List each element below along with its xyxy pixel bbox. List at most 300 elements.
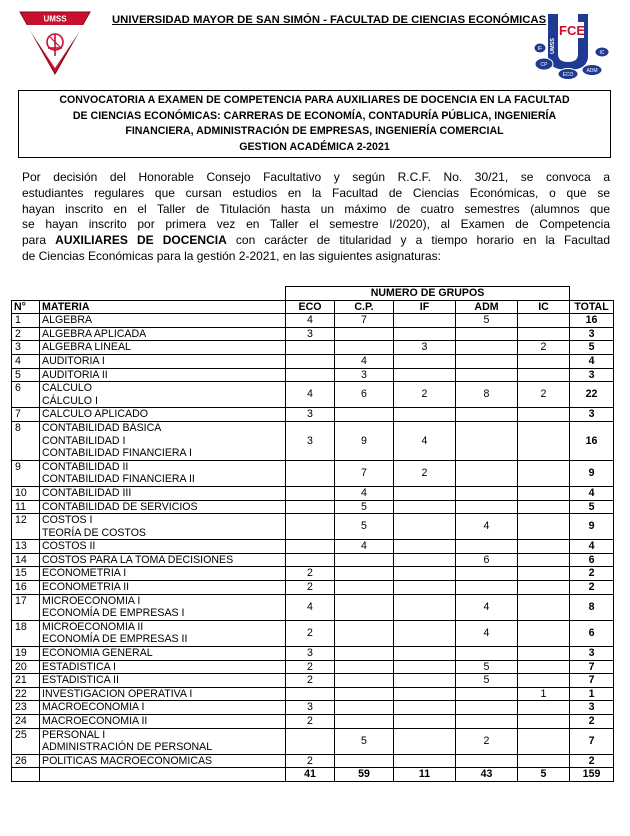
ic-groups bbox=[518, 368, 570, 382]
row-number: 6 bbox=[12, 382, 40, 408]
adm-groups: 5 bbox=[456, 674, 518, 688]
ic-groups bbox=[518, 314, 570, 328]
svg-text:IF: IF bbox=[537, 46, 543, 52]
subject-name bbox=[40, 382, 286, 408]
row-number: 14 bbox=[12, 553, 40, 567]
ic-groups bbox=[518, 354, 570, 368]
eco-groups: 4 bbox=[286, 594, 335, 620]
ic-groups bbox=[518, 421, 570, 460]
intro-paragraph bbox=[22, 170, 610, 265]
subject-line: CALCULO APLICADO bbox=[42, 408, 148, 421]
convocatoria-line: DE CIENCIAS ECONÓMICAS: CARRERAS DE ECONOMÍA, CONTADURÍA PÚBLICA, INGENIERÍA bbox=[72, 109, 557, 122]
col-header-no: N° bbox=[12, 300, 40, 314]
cp-groups bbox=[335, 327, 394, 341]
adm-groups bbox=[456, 701, 518, 715]
table-row bbox=[12, 500, 614, 514]
row-number: 9 bbox=[12, 460, 40, 486]
eco-groups: 2 bbox=[286, 567, 335, 581]
adm-groups: 4 bbox=[456, 514, 518, 540]
ic-groups bbox=[518, 327, 570, 341]
eco-groups: 3 bbox=[286, 647, 335, 661]
row-number: 21 bbox=[12, 674, 40, 688]
convocatoria-box bbox=[18, 90, 611, 158]
table-row bbox=[12, 660, 614, 674]
blank-cell bbox=[570, 287, 614, 301]
total-groups: 7 bbox=[570, 674, 614, 688]
eco-groups: 3 bbox=[286, 408, 335, 422]
table-row bbox=[12, 382, 614, 408]
adm-groups bbox=[456, 567, 518, 581]
row-number: 19 bbox=[12, 647, 40, 661]
col-header-ic: IC bbox=[518, 300, 570, 314]
subject-line: MACROECONOMIA I bbox=[42, 701, 145, 714]
ic-groups bbox=[518, 581, 570, 595]
col-header-eco: ECO bbox=[286, 300, 335, 314]
row-number: 15 bbox=[12, 567, 40, 581]
if-total: 11 bbox=[394, 768, 456, 782]
cp-groups bbox=[335, 687, 394, 701]
cp-groups bbox=[335, 647, 394, 661]
subject-name bbox=[40, 327, 286, 341]
table-row bbox=[12, 553, 614, 567]
cp-groups bbox=[335, 408, 394, 422]
cp-groups bbox=[335, 660, 394, 674]
adm-groups bbox=[456, 647, 518, 661]
table-row bbox=[12, 754, 614, 768]
subject-name bbox=[40, 674, 286, 688]
eco-groups: 2 bbox=[286, 674, 335, 688]
ic-groups bbox=[518, 715, 570, 729]
subject-line: ECONOMETRIA II bbox=[42, 581, 130, 594]
total-groups: 7 bbox=[570, 728, 614, 754]
cp-groups bbox=[335, 553, 394, 567]
row-number: 26 bbox=[12, 754, 40, 768]
ic-groups bbox=[518, 594, 570, 620]
ic-groups bbox=[518, 754, 570, 768]
intro-line bbox=[22, 233, 610, 249]
cp-groups bbox=[335, 701, 394, 715]
row-number: 5 bbox=[12, 368, 40, 382]
cp-groups: 5 bbox=[335, 500, 394, 514]
eco-groups bbox=[286, 354, 335, 368]
subject-name bbox=[40, 540, 286, 554]
total-groups: 3 bbox=[570, 647, 614, 661]
subject-line: AUDITORIA II bbox=[42, 368, 108, 381]
adm-groups: 4 bbox=[456, 594, 518, 620]
subject-name bbox=[40, 581, 286, 595]
table-row bbox=[12, 354, 614, 368]
subject-name bbox=[40, 314, 286, 328]
table-row bbox=[12, 687, 614, 701]
eco-groups bbox=[286, 553, 335, 567]
cp-groups bbox=[335, 567, 394, 581]
table-row bbox=[12, 460, 614, 486]
total-groups: 3 bbox=[570, 408, 614, 422]
total-groups: 6 bbox=[570, 553, 614, 567]
eco-groups bbox=[286, 687, 335, 701]
ic-groups: 2 bbox=[518, 341, 570, 355]
if-groups bbox=[394, 408, 456, 422]
eco-groups bbox=[286, 368, 335, 382]
ic-total: 5 bbox=[518, 768, 570, 782]
intro-emphasis: AUXILIARES DE DOCENCIA bbox=[55, 233, 227, 248]
row-number: 3 bbox=[12, 341, 40, 355]
eco-groups: 2 bbox=[286, 754, 335, 768]
table-row bbox=[12, 581, 614, 595]
eco-groups bbox=[286, 341, 335, 355]
total-groups: 16 bbox=[570, 314, 614, 328]
total-groups: 2 bbox=[570, 581, 614, 595]
cp-groups: 9 bbox=[335, 421, 394, 460]
table-row bbox=[12, 594, 614, 620]
blank-cell bbox=[40, 768, 286, 782]
subject-line: CONTABILIDAD BÁSICA bbox=[42, 421, 162, 434]
cp-groups: 4 bbox=[335, 540, 394, 554]
adm-groups bbox=[456, 354, 518, 368]
intro-line: Por decisión del Honorable Consejo Facultativo y según R.C.F. No. 30/21, se convoca a bbox=[22, 170, 610, 184]
ic-groups bbox=[518, 553, 570, 567]
ic-groups bbox=[518, 514, 570, 540]
subject-line: POLITICAS MACROECONOMICAS bbox=[42, 754, 213, 767]
cp-groups bbox=[335, 620, 394, 646]
total-groups: 6 bbox=[570, 620, 614, 646]
row-number: 11 bbox=[12, 500, 40, 514]
subject-line: CONTABILIDAD I bbox=[42, 434, 126, 447]
table-row bbox=[12, 421, 614, 460]
ic-groups bbox=[518, 674, 570, 688]
total-groups: 4 bbox=[570, 486, 614, 500]
eco-groups bbox=[286, 500, 335, 514]
eco-groups bbox=[286, 460, 335, 486]
ic-groups bbox=[518, 460, 570, 486]
subject-line: CONTABILIDAD DE SERVICIOS bbox=[42, 500, 198, 513]
adm-groups: 8 bbox=[456, 382, 518, 408]
row-number: 10 bbox=[12, 486, 40, 500]
adm-groups: 6 bbox=[456, 553, 518, 567]
subject-line: ADMINISTRACIÓN DE PERSONAL bbox=[42, 741, 213, 754]
eco-groups: 3 bbox=[286, 327, 335, 341]
subject-name bbox=[40, 408, 286, 422]
col-header-if: IF bbox=[394, 300, 456, 314]
if-groups bbox=[394, 368, 456, 382]
if-groups bbox=[394, 327, 456, 341]
total-groups: 4 bbox=[570, 540, 614, 554]
svg-text:UMSS: UMSS bbox=[550, 38, 556, 54]
column-header-row bbox=[12, 300, 614, 314]
adm-groups bbox=[456, 581, 518, 595]
cp-groups: 7 bbox=[335, 460, 394, 486]
row-number: 2 bbox=[12, 327, 40, 341]
subject-line: PERSONAL I bbox=[42, 728, 106, 741]
subject-line: MICROECONOMIA I bbox=[42, 594, 141, 607]
table-row bbox=[12, 341, 614, 355]
cp-groups: 6 bbox=[335, 382, 394, 408]
ic-groups bbox=[518, 620, 570, 646]
if-groups bbox=[394, 354, 456, 368]
ic-groups bbox=[518, 486, 570, 500]
total-groups: 8 bbox=[570, 594, 614, 620]
table-row bbox=[12, 620, 614, 646]
cp-groups: 7 bbox=[335, 314, 394, 328]
cp-groups: 3 bbox=[335, 368, 394, 382]
ic-groups bbox=[518, 728, 570, 754]
eco-groups: 2 bbox=[286, 581, 335, 595]
total-groups: 2 bbox=[570, 567, 614, 581]
subject-name bbox=[40, 341, 286, 355]
adm-groups bbox=[456, 408, 518, 422]
subject-line: CONTABILIDAD II bbox=[42, 460, 129, 473]
if-groups bbox=[394, 674, 456, 688]
table-row bbox=[12, 701, 614, 715]
subject-line: CONTABILIDAD FINANCIERA I bbox=[42, 447, 192, 460]
if-groups bbox=[394, 647, 456, 661]
adm-groups bbox=[456, 715, 518, 729]
intro-line: estudiantes regulares que cursan estudios en la Facultad de Ciencias Económicas, o que se bbox=[22, 185, 610, 200]
subject-line: ESTADISTICA II bbox=[42, 674, 119, 687]
total-groups: 9 bbox=[570, 514, 614, 540]
total-groups: 1 bbox=[570, 687, 614, 701]
table-row bbox=[12, 540, 614, 554]
intro-line: se hayan inscrito por primera vez en Taller el semestre I/2020), al Examen de Competencia bbox=[22, 217, 610, 232]
col-header-adm: ADM bbox=[456, 300, 518, 314]
group-header-row bbox=[12, 287, 614, 301]
eco-groups: 2 bbox=[286, 620, 335, 646]
subject-line: ECONOMÍA DE EMPRESAS II bbox=[42, 633, 188, 646]
subject-name bbox=[40, 553, 286, 567]
eco-groups: 2 bbox=[286, 660, 335, 674]
adm-groups bbox=[456, 687, 518, 701]
table-row bbox=[12, 674, 614, 688]
if-groups: 2 bbox=[394, 382, 456, 408]
subject-line: CÁLCULO I bbox=[42, 394, 98, 407]
row-number: 17 bbox=[12, 594, 40, 620]
total-groups: 3 bbox=[570, 701, 614, 715]
total-groups: 3 bbox=[570, 368, 614, 382]
subject-name bbox=[40, 687, 286, 701]
if-groups bbox=[394, 701, 456, 715]
intro-text: para bbox=[22, 233, 56, 248]
total-groups: 22 bbox=[570, 382, 614, 408]
subject-line: ECONOMETRIA I bbox=[42, 567, 127, 580]
total-groups: 16 bbox=[570, 421, 614, 460]
subject-line: COSTOS I bbox=[42, 514, 93, 527]
table-row bbox=[12, 408, 614, 422]
cp-groups bbox=[335, 594, 394, 620]
table-row bbox=[12, 327, 614, 341]
subject-line: TEORÍA DE COSTOS bbox=[42, 526, 146, 539]
eco-groups: 2 bbox=[286, 715, 335, 729]
row-number: 18 bbox=[12, 620, 40, 646]
row-number: 12 bbox=[12, 514, 40, 540]
table-row bbox=[12, 314, 614, 328]
subject-line: ALGEBRA bbox=[42, 314, 93, 327]
eco-total: 41 bbox=[286, 768, 335, 782]
subject-name bbox=[40, 486, 286, 500]
ic-groups bbox=[518, 540, 570, 554]
col-header-total: TOTAL bbox=[570, 300, 614, 314]
table-body bbox=[12, 314, 614, 782]
row-number: 7 bbox=[12, 408, 40, 422]
subject-name bbox=[40, 594, 286, 620]
convocatoria-line: CONVOCATORIA A EXAMEN DE COMPETENCIA PARA AUXILIARES DE DOCENCIA EN LA FACULTAD bbox=[59, 94, 570, 106]
svg-text:ECO: ECO bbox=[562, 72, 574, 78]
total-groups: 4 bbox=[570, 354, 614, 368]
row-number: 22 bbox=[12, 687, 40, 701]
subject-line: COSTOS II bbox=[42, 540, 96, 553]
grand-total: 159 bbox=[570, 768, 614, 782]
svg-text:FCE: FCE bbox=[559, 23, 585, 38]
table-row bbox=[12, 486, 614, 500]
subject-line: COSTOS PARA LA TOMA DECISIONES bbox=[42, 553, 234, 566]
subject-line: ALGEBRA LINEAL bbox=[42, 341, 131, 354]
ic-groups: 1 bbox=[518, 687, 570, 701]
if-groups bbox=[394, 567, 456, 581]
adm-groups: 4 bbox=[456, 620, 518, 646]
row-number: 1 bbox=[12, 314, 40, 328]
cp-groups: 5 bbox=[335, 514, 394, 540]
row-number: 4 bbox=[12, 354, 40, 368]
subject-line: ESTADISTICA I bbox=[42, 660, 116, 673]
table-row bbox=[12, 647, 614, 661]
subject-line: INVESTIGACION OPERATIVA I bbox=[42, 687, 193, 700]
blank-cell bbox=[40, 287, 286, 301]
row-number: 16 bbox=[12, 581, 40, 595]
adm-groups bbox=[456, 486, 518, 500]
total-groups: 9 bbox=[570, 460, 614, 486]
adm-groups bbox=[456, 327, 518, 341]
table-row bbox=[12, 514, 614, 540]
ic-groups bbox=[518, 647, 570, 661]
eco-groups: 3 bbox=[286, 421, 335, 460]
adm-groups bbox=[456, 754, 518, 768]
subject-name bbox=[40, 728, 286, 754]
adm-groups bbox=[456, 460, 518, 486]
eco-groups bbox=[286, 540, 335, 554]
adm-total: 43 bbox=[456, 768, 518, 782]
row-number: 13 bbox=[12, 540, 40, 554]
subject-line: ECONOMIA GENERAL bbox=[42, 647, 153, 660]
table-row bbox=[12, 728, 614, 754]
row-number: 8 bbox=[12, 421, 40, 460]
if-groups bbox=[394, 314, 456, 328]
row-number: 23 bbox=[12, 701, 40, 715]
if-groups bbox=[394, 687, 456, 701]
convocatoria-line: GESTION ACADÉMICA 2-2021 bbox=[239, 140, 390, 153]
if-groups bbox=[394, 486, 456, 500]
subject-name bbox=[40, 421, 286, 460]
blank-cell bbox=[12, 768, 40, 782]
col-header-cp: C.P. bbox=[335, 300, 394, 314]
row-number: 25 bbox=[12, 728, 40, 754]
subject-line: ECONOMÍA DE EMPRESAS I bbox=[42, 607, 185, 620]
if-groups bbox=[394, 715, 456, 729]
eco-groups bbox=[286, 514, 335, 540]
subject-name bbox=[40, 701, 286, 715]
svg-text:UMSS: UMSS bbox=[43, 14, 67, 24]
adm-groups: 5 bbox=[456, 660, 518, 674]
subject-name bbox=[40, 620, 286, 646]
subject-line: CONTABILIDAD III bbox=[42, 486, 132, 499]
svg-text:IC: IC bbox=[599, 50, 605, 56]
if-groups: 2 bbox=[394, 460, 456, 486]
subject-line: MICROECONOMIA II bbox=[42, 620, 144, 633]
if-groups bbox=[394, 500, 456, 514]
eco-groups bbox=[286, 728, 335, 754]
if-groups bbox=[394, 620, 456, 646]
university-heading: UNIVERSIDAD MAYOR DE SAN SIMÓN - FACULTAD DE CIENCIAS ECONÓMICAS bbox=[112, 14, 547, 26]
if-groups: 4 bbox=[394, 421, 456, 460]
total-groups: 5 bbox=[570, 341, 614, 355]
subject-line: AUDITORIA I bbox=[42, 354, 105, 367]
adm-groups: 5 bbox=[456, 314, 518, 328]
subjects-table bbox=[11, 286, 614, 782]
eco-groups: 4 bbox=[286, 382, 335, 408]
subject-name bbox=[40, 500, 286, 514]
subject-name bbox=[40, 647, 286, 661]
ic-groups bbox=[518, 660, 570, 674]
svg-text:CP: CP bbox=[540, 62, 548, 68]
cp-groups: 4 bbox=[335, 354, 394, 368]
subject-name bbox=[40, 715, 286, 729]
total-groups: 2 bbox=[570, 715, 614, 729]
subject-name bbox=[40, 754, 286, 768]
cp-groups: 5 bbox=[335, 728, 394, 754]
cp-groups bbox=[335, 754, 394, 768]
ic-groups bbox=[518, 500, 570, 514]
cp-groups bbox=[335, 581, 394, 595]
convocatoria-line: FINANCIERA, ADMINISTRACIÓN DE EMPRESAS, INGENIERÍA COMERCIAL bbox=[125, 125, 504, 137]
subject-line: MACROECONOMIA II bbox=[42, 715, 148, 727]
if-groups: 3 bbox=[394, 341, 456, 355]
if-groups bbox=[394, 754, 456, 768]
total-groups: 5 bbox=[570, 500, 614, 514]
umss-logo bbox=[18, 10, 92, 76]
adm-groups bbox=[456, 540, 518, 554]
cp-groups bbox=[335, 715, 394, 729]
eco-groups bbox=[286, 486, 335, 500]
col-header-materia: MATERIA bbox=[40, 300, 286, 314]
subject-line: CALCULO bbox=[42, 382, 93, 395]
adm-groups bbox=[456, 421, 518, 460]
total-groups: 2 bbox=[570, 754, 614, 768]
intro-line: hayan inscrito en el Taller de Titulación hasta un máximo de cuatro semestres (alumnos que bbox=[22, 201, 610, 216]
table-row bbox=[12, 715, 614, 729]
blank-cell bbox=[12, 287, 40, 301]
adm-groups bbox=[456, 500, 518, 514]
adm-groups bbox=[456, 368, 518, 382]
adm-groups bbox=[456, 341, 518, 355]
if-groups bbox=[394, 728, 456, 754]
svg-text:ADM: ADM bbox=[586, 68, 598, 74]
adm-groups: 2 bbox=[456, 728, 518, 754]
cp-groups bbox=[335, 674, 394, 688]
eco-groups: 4 bbox=[286, 314, 335, 328]
fce-logo bbox=[532, 12, 618, 80]
subject-name bbox=[40, 660, 286, 674]
if-groups bbox=[394, 540, 456, 554]
group-header: NUMERO DE GRUPOS bbox=[286, 287, 570, 301]
cp-groups bbox=[335, 341, 394, 355]
subject-name bbox=[40, 460, 286, 486]
ic-groups bbox=[518, 701, 570, 715]
table-row bbox=[12, 567, 614, 581]
ic-groups bbox=[518, 408, 570, 422]
row-number: 20 bbox=[12, 660, 40, 674]
if-groups bbox=[394, 660, 456, 674]
subject-line: ALGEBRA APLICADA bbox=[42, 327, 147, 340]
intro-line: de Ciencias Económicas para la gestión 2-2021, en las siguientes asignaturas: bbox=[22, 248, 441, 263]
eco-groups: 3 bbox=[286, 701, 335, 715]
